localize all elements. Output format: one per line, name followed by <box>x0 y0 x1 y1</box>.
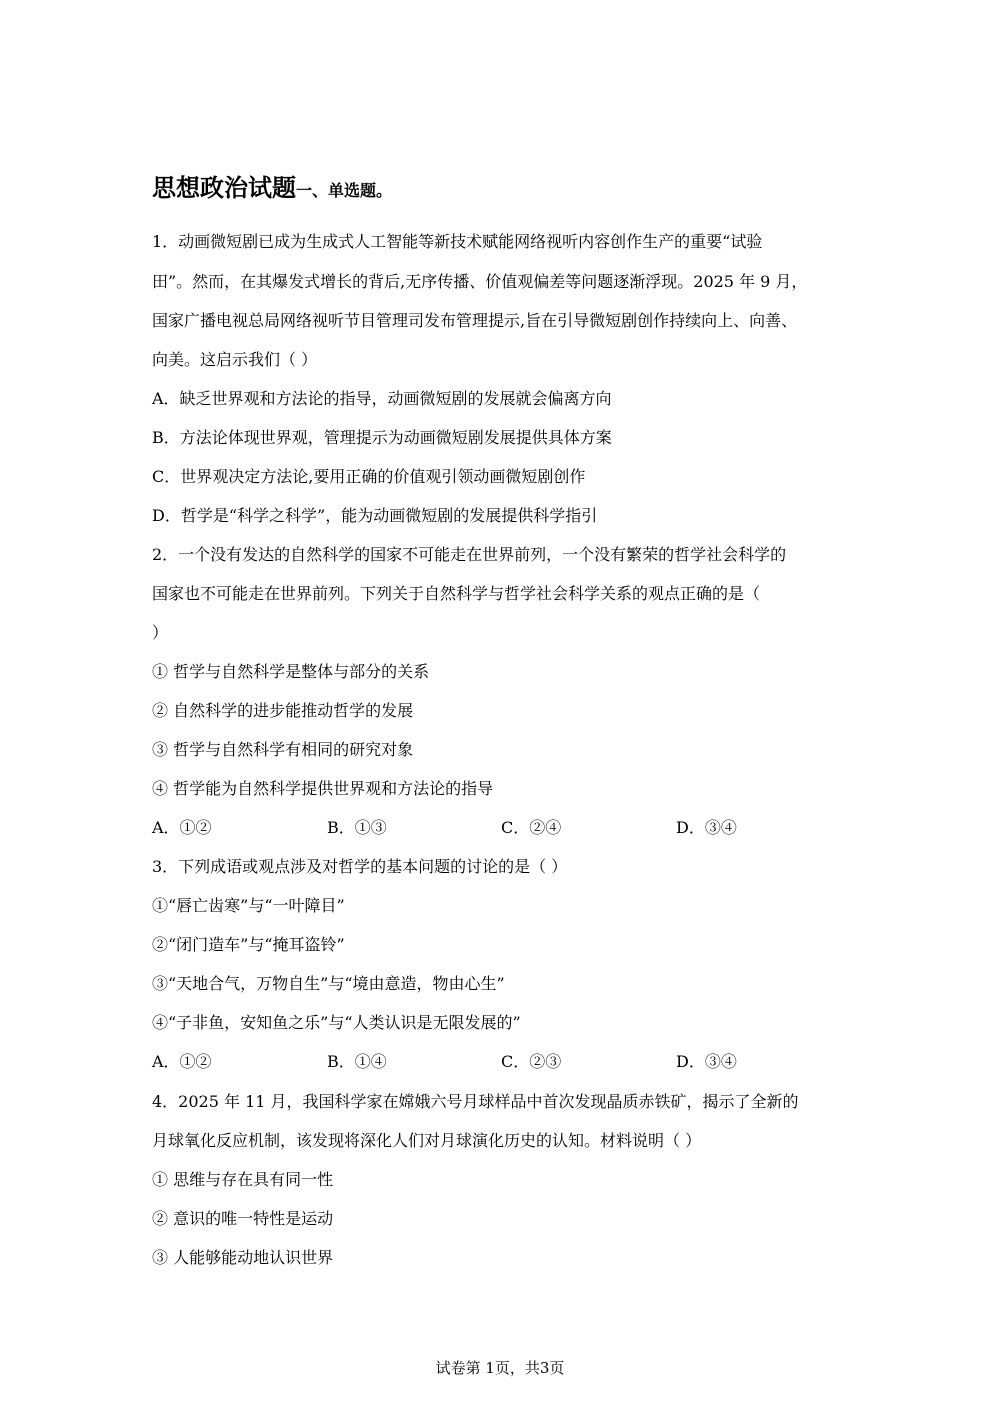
q3-statement-1: ①“唇亡齿寒”与“一叶障目” <box>152 896 345 915</box>
q1-option-c: C．世界观决定方法论,要用正确的价值观引领动画微短剧创作 <box>152 467 586 486</box>
q1-option-b: B．方法论体现世界观，管理提示为动画微短剧发展提供具体方案 <box>152 428 612 447</box>
q3-statement-2: ②“闭门造车”与“掩耳盗铃” <box>152 935 345 954</box>
q1-stem-line-2: 田”。然而，在其爆发式增长的背后,无序传播、价值观偏差等问题逐渐浮现。2025 年 9 月， <box>152 272 808 291</box>
q4-statement-3: ③ 人能够能动地认识世界 <box>152 1248 334 1267</box>
title-main: 思想政治试题 <box>152 174 296 202</box>
q4-statement-2: ② 意识的唯一特性是运动 <box>152 1209 334 1228</box>
q2-statement-3: ③ 哲学与自然科学有相同的研究对象 <box>152 740 414 759</box>
q1-option-a: A．缺乏世界观和方法论的指导，动画微短剧的发展就会偏离方向 <box>152 389 612 408</box>
q4-stem-line-1: 4．2025 年 11 月，我国科学家在嫦娥六号月球样品中首次发现晶质赤铁矿，揭示了全新的 <box>152 1092 799 1111</box>
q3-choice-c: C．②③ <box>501 1052 562 1071</box>
q3-statement-4: ④“子非鱼，安知鱼之乐”与“人类认识是无限发展的” <box>152 1013 521 1032</box>
q2-statement-4: ④ 哲学能为自然科学提供世界观和方法论的指导 <box>152 779 494 798</box>
q3-choice-a: A．①② <box>152 1052 212 1071</box>
page-footer: 试卷第 1页，共3页 <box>435 1359 565 1377</box>
q3-stem-line-1: 3．下列成语或观点涉及对哲学的基本问题的讨论的是（ ） <box>152 857 568 876</box>
q2-choice-a: A．①② <box>152 818 212 837</box>
q2-statement-2: ② 自然科学的进步能推动哲学的发展 <box>152 701 414 720</box>
q1-option-d: D．哲学是“科学之科学”，能为动画微短剧的发展提供科学指引 <box>152 506 598 525</box>
q3-choice-d: D．③④ <box>676 1052 737 1071</box>
q1-stem-line-4: 向美。这启示我们（ ） <box>152 350 318 369</box>
q2-stem-line-3: ） <box>152 623 169 642</box>
q2-choice-c: C．②④ <box>501 818 562 837</box>
q2-statement-1: ① 哲学与自然科学是整体与部分的关系 <box>152 662 430 681</box>
q1-stem-line-1: 1．动画微短剧已成为生成式人工智能等新技术赋能网络视听内容创作生产的重要“试验 <box>152 232 763 251</box>
section-heading: 一、单选题。 <box>296 181 393 200</box>
q4-statement-1: ① 思维与存在具有同一性 <box>152 1170 334 1189</box>
q3-statement-3: ③“天地合气，万物自生”与“境由意造，物由心生” <box>152 974 505 993</box>
q2-stem-line-2: 国家也不可能走在世界前列。下列关于自然科学与哲学社会科学关系的观点正确的是（ <box>152 584 761 603</box>
q1-stem-line-3: 国家广播电视总局网络视听节目管理司发布管理提示,旨在引导微短剧创作持续向上、向善、 <box>152 311 798 330</box>
q2-choice-b: B．①③ <box>327 818 387 837</box>
q3-choice-b: B．①④ <box>327 1052 387 1071</box>
q4-stem-line-2: 月球氧化反应机制，该发现将深化人们对月球演化历史的认知。材料说明（ ） <box>152 1131 702 1150</box>
q2-choice-d: D．③④ <box>676 818 737 837</box>
page-title <box>152 168 392 203</box>
q2-stem-line-1: 2．一个没有发达的自然科学的国家不可能走在世界前列，一个没有繁荣的哲学社会科学的 <box>152 545 787 564</box>
